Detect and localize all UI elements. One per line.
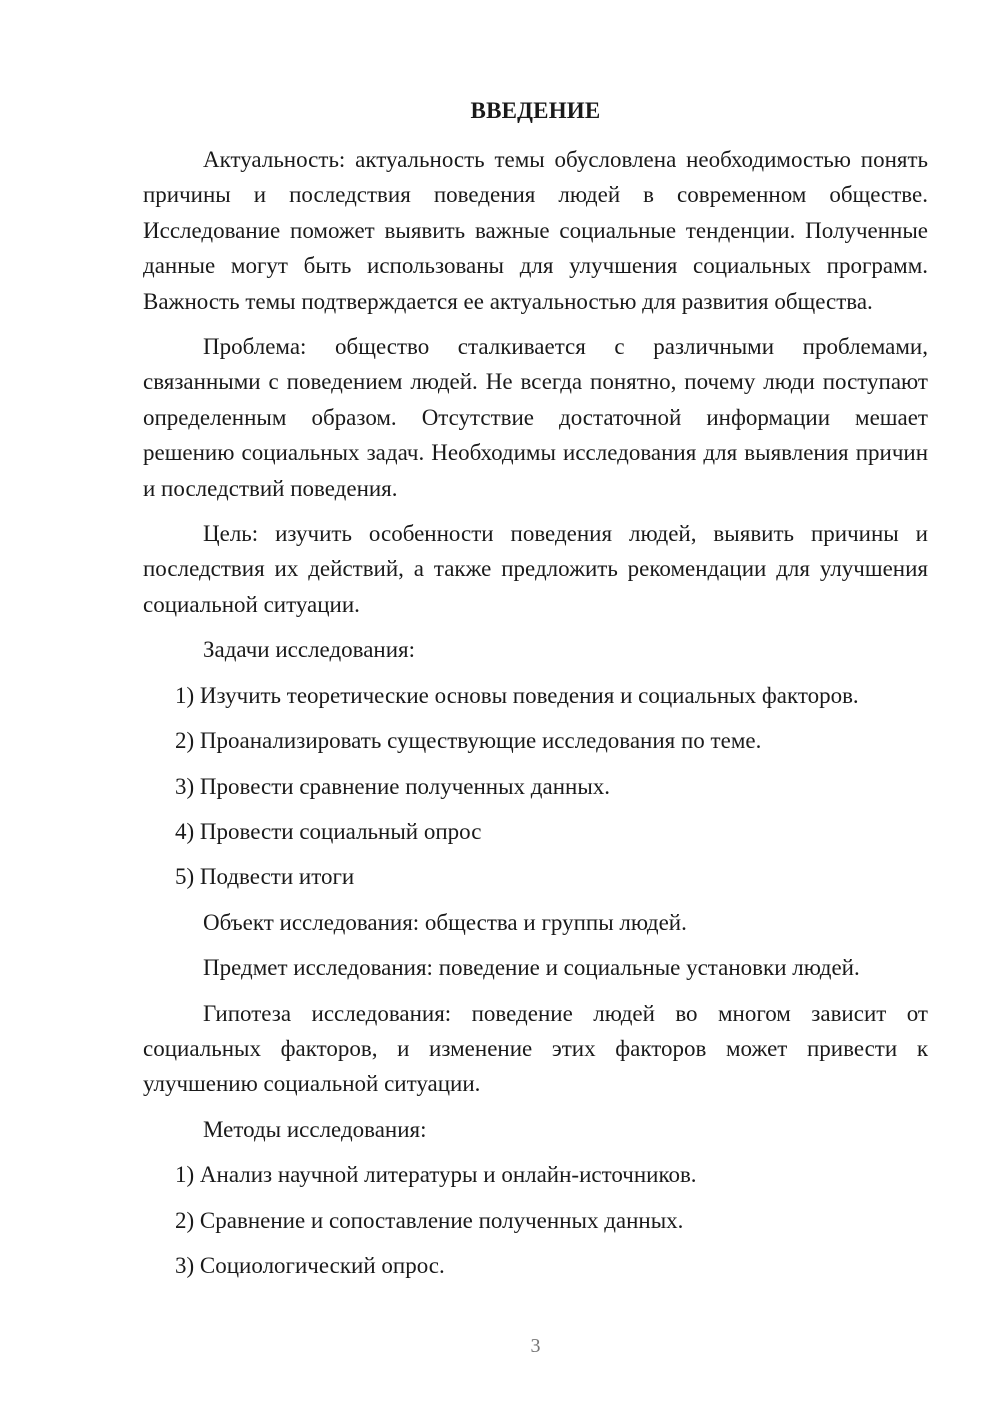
document-page <box>143 0 928 1414</box>
object-line: Объект исследования: общества и группы людей. <box>203 909 687 935</box>
problem-paragraph: Проблема: общество сталкивается с различными проблемами, связанными с поведением людей. Не всегда понятно, почему люди поступают определенным образом. Отсутствие достаточной информации мешает решению социальных задач. Необходимы исследования для выявления причин и последствий поведения. <box>143 334 928 501</box>
method-item: 3) Социологический опрос. <box>175 1252 445 1278</box>
goal-paragraph: Цель: изучить особенности поведения людей, выявить причины и последствия их действий, а также предложить рекомендации для улучшения социальной ситуации. <box>143 521 928 617</box>
tasks-heading: Задачи исследования: <box>203 637 416 663</box>
task-item: 2) Проанализировать существующие исследования по теме. <box>175 728 762 754</box>
task-item: 3) Провести сравнение полученных данных. <box>175 773 611 799</box>
task-item: 1) Изучить теоретические основы поведения и социальных факторов. <box>175 682 859 708</box>
document-body <box>143 142 928 1283</box>
method-item: 1) Анализ научной литературы и онлайн-источников. <box>175 1162 697 1188</box>
page-number: 3 <box>530 1335 541 1357</box>
page-title: ВВЕДЕНИЕ <box>470 98 601 123</box>
relevance-paragraph: Актуальность: актуальность темы обусловлена необходимостью понять причины и последствия поведения людей в современном обществе. Исследование поможет выявить важные социальные тенденции. Полученные данные могут быть использованы для улучшения социальных программ. Важность темы подтверждается ее актуальностью для развития общества. <box>143 147 928 314</box>
methods-heading: Методы исследования: <box>203 1116 427 1142</box>
subject-line: Предмет исследования: поведение и социальные установки людей. <box>203 955 860 981</box>
task-item: 4) Провести социальный опрос <box>175 818 482 844</box>
task-item: 5) Подвести итоги <box>175 864 355 890</box>
hypothesis-paragraph: Гипотеза исследования: поведение людей во многом зависит от социальных факторов, и изменение этих факторов может привести к улучшению социальной ситуации. <box>143 1000 928 1097</box>
method-item: 2) Сравнение и сопоставление полученных данных. <box>175 1207 684 1233</box>
